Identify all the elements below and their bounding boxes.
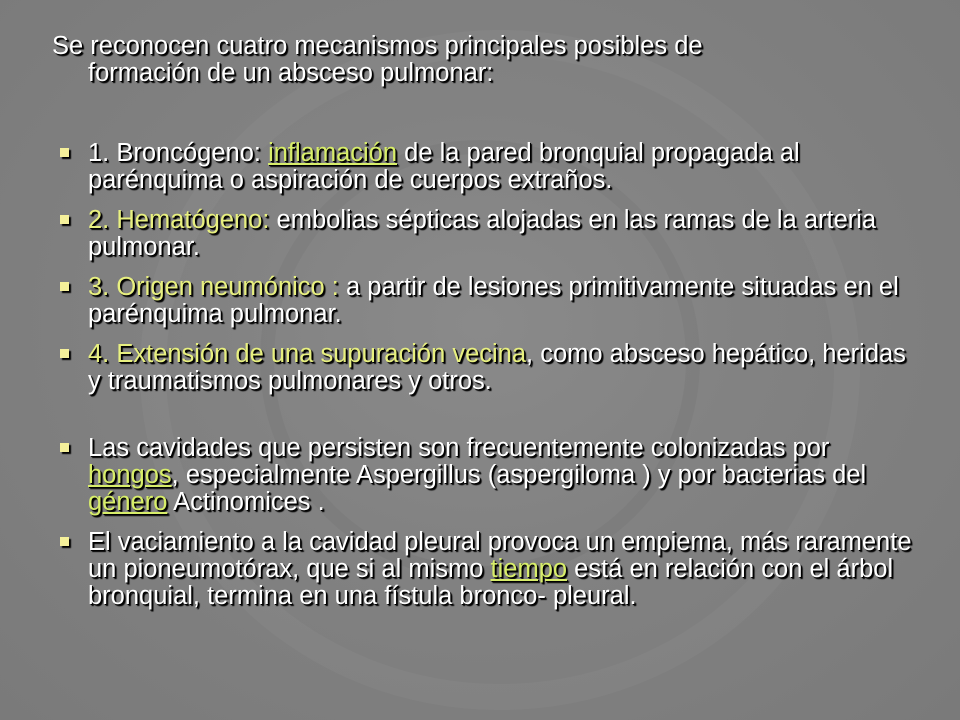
item-text: está en relación con el árbol bronquial, termina en una fístula bronco- pleural. bbox=[88, 555, 894, 610]
square-bullet-icon bbox=[60, 443, 69, 452]
item-label: 4. Extensión de una supuración vecina bbox=[88, 340, 527, 368]
square-bullet-icon bbox=[60, 282, 69, 291]
item-text: El vaciamiento a la cavidad pleural provoca un empiema, más raramente un pioneumotórax, que si al mismo bbox=[88, 528, 912, 583]
item-spacer bbox=[261, 139, 268, 167]
item-text: a partir de lesiones primitivamente situadas en el parénquima pulmonar. bbox=[88, 273, 899, 328]
square-bullet-icon bbox=[60, 215, 69, 224]
list-item-hematogenous bbox=[52, 207, 922, 261]
list-item-extension bbox=[52, 341, 922, 395]
link-genero[interactable]: género bbox=[88, 488, 168, 516]
link-inflamacion[interactable]: inflamación bbox=[268, 139, 398, 167]
square-bullet-icon bbox=[60, 349, 69, 358]
link-hongos[interactable]: hongos bbox=[88, 461, 172, 489]
list-item-pleural bbox=[52, 529, 922, 610]
intro-line-2: formación de un absceso pulmonar: bbox=[88, 59, 494, 87]
list-item-pneumonic bbox=[52, 274, 922, 328]
square-bullet-icon bbox=[60, 148, 69, 157]
list-item-cavities bbox=[52, 435, 922, 516]
item-text: Las cavidades que persisten son frecuentemente colonizadas por bbox=[88, 434, 830, 462]
item-text: de la pared bronquial propagada al parénquima o aspiración de cuerpos extraños. bbox=[88, 139, 800, 194]
item-label: 1. Broncógeno: bbox=[88, 139, 261, 167]
item-label: 3. Origen neumónico : bbox=[88, 273, 339, 301]
item-text: embolias sépticas alojadas en las ramas de la arteria pulmonar. bbox=[88, 206, 877, 261]
list-item-bronchogenic bbox=[52, 140, 922, 194]
link-tiempo[interactable]: tiempo bbox=[490, 555, 568, 583]
item-text: , como absceso hepático, heridas y traumatismos pulmonares y otros. bbox=[88, 340, 906, 395]
square-bullet-icon bbox=[60, 537, 69, 546]
intro-line-1: Se reconocen cuatro mecanismos principales posibles de bbox=[52, 32, 703, 60]
mechanisms-list bbox=[52, 140, 922, 610]
item-text: Actinomices . bbox=[167, 488, 325, 516]
slide-content bbox=[52, 33, 922, 610]
intro-paragraph bbox=[52, 33, 922, 87]
item-text: , especialmente Aspergillus (aspergiloma ) y por bacterias del bbox=[171, 461, 867, 489]
item-label: 2. Hematógeno: bbox=[88, 206, 270, 234]
